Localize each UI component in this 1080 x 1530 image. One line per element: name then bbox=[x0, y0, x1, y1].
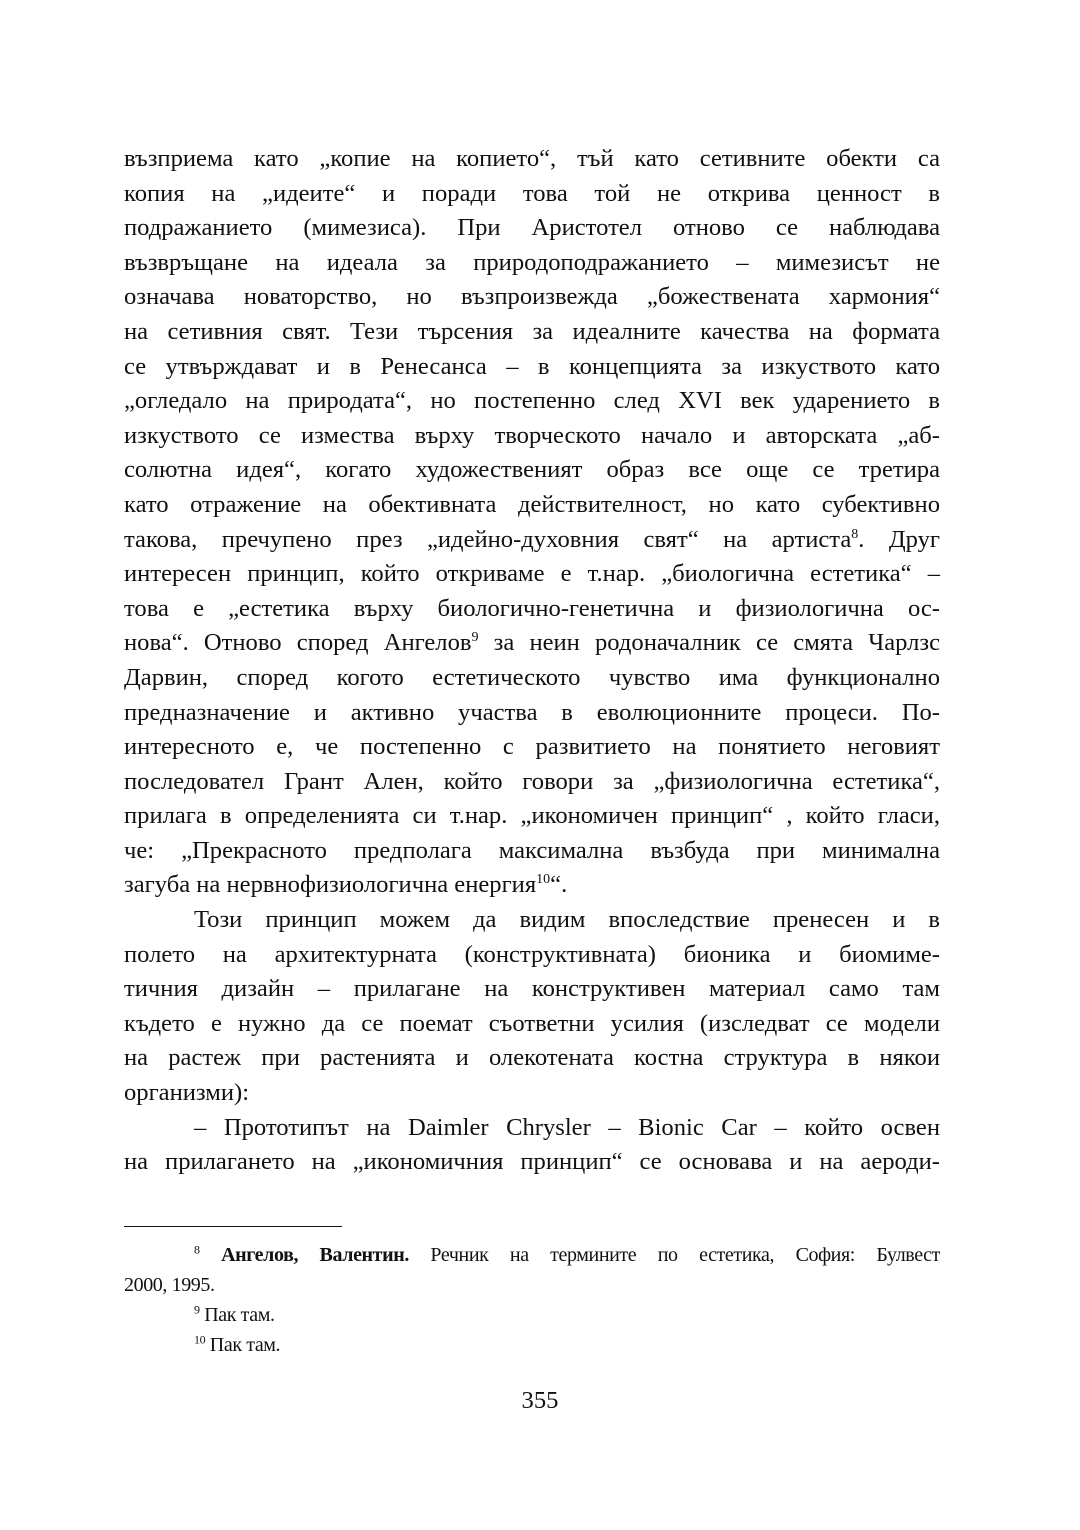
line-text: организми): bbox=[124, 1079, 250, 1107]
text-line bbox=[124, 696, 940, 731]
text-line bbox=[124, 315, 940, 350]
line-text: солютна идея“, когато художественият образ все още се третира bbox=[124, 456, 940, 484]
text-line bbox=[124, 384, 940, 419]
footnote-10 bbox=[124, 1330, 940, 1360]
text-line bbox=[124, 350, 940, 385]
line-text: Този принцип можем да видим впоследствие пренесен и в bbox=[194, 906, 940, 934]
footnote-8 bbox=[124, 1240, 940, 1270]
line-text: възвръщане на идеала за природоподражанието – мимезисът не bbox=[124, 248, 940, 276]
text-line bbox=[124, 211, 940, 246]
footnote-reference: 10 bbox=[536, 872, 551, 888]
line-text-continued: . Друг bbox=[858, 525, 940, 553]
line-text-continued: “. bbox=[550, 871, 568, 899]
line-text: възприема като „копие на копието“, тъй като сетивните обекти са bbox=[124, 145, 940, 172]
line-text: Дарвин, според когото естетическото чувство има функционално bbox=[124, 663, 940, 691]
line-text: прилага в определенията си т.нар. „икономичен принцип“ , който гласи, bbox=[124, 802, 940, 830]
text-line bbox=[124, 765, 940, 800]
footnote-reference: 9 bbox=[471, 630, 479, 646]
footnote-marker: 10 bbox=[194, 1332, 206, 1347]
footnote-text: Речник на термините по естетика, София: Булвест bbox=[408, 1244, 940, 1266]
line-text: на прилагането на „икономичния принцип“ се основава и на аероди- bbox=[124, 1148, 940, 1176]
line-text-continued: за неин родоначалник се смята Чарлзс bbox=[478, 629, 940, 657]
text-line bbox=[124, 246, 940, 281]
text-line bbox=[124, 626, 940, 661]
text-line bbox=[124, 280, 940, 315]
text-line bbox=[124, 868, 940, 903]
line-text: изкуството се измества върху творческото начало и авторската „аб- bbox=[124, 421, 940, 449]
text-line bbox=[124, 972, 940, 1007]
line-text: на сетивния свят. Тези търсения за идеалните качества на формата bbox=[124, 317, 940, 345]
text-line bbox=[124, 592, 940, 627]
text-line bbox=[124, 453, 940, 488]
text-line bbox=[124, 142, 940, 177]
line-text: това е „естетика върху биологично-генетична и физиологична ос- bbox=[124, 594, 940, 622]
footnote-marker: 9 bbox=[194, 1302, 200, 1317]
line-text: интересен принцип, който откриваме е т.нар. „биологична естетика“ – bbox=[124, 560, 940, 588]
line-text: подражанието (мимезиса). При Аристотел отново се наблюдава bbox=[124, 214, 940, 242]
line-text: тичния дизайн – прилагане на конструктивен материал само там bbox=[124, 975, 940, 1003]
line-text: такова, пречупено през „идейно-духовния свят“ на артиста bbox=[124, 525, 852, 553]
footnote-9 bbox=[124, 1300, 940, 1330]
line-text: се утвърждават и в Ренесанса – в концепцията за изкуството като bbox=[124, 352, 940, 380]
line-text: че: „Прекрасното предполага максимална възбуда при минимална bbox=[124, 836, 940, 864]
footnote-reference: 8 bbox=[851, 526, 859, 542]
line-text: – Прототипът на Daimler Chrysler – Bionic Car – който освен bbox=[194, 1113, 940, 1141]
footnote-author: Ангелов, Валентин. bbox=[221, 1244, 409, 1266]
text-line bbox=[124, 938, 940, 973]
text-line bbox=[124, 488, 940, 523]
text-line bbox=[124, 177, 940, 212]
line-text: „огледало на природата“, но постепенно след XVI век ударението в bbox=[124, 387, 940, 415]
line-text: загуба на нервнофизиологична енергия bbox=[124, 871, 537, 899]
text-line bbox=[124, 661, 940, 696]
footnote-text: Пак там. bbox=[199, 1304, 275, 1326]
footnote-separator bbox=[124, 1226, 342, 1227]
text-line bbox=[124, 834, 940, 869]
text-line bbox=[124, 1076, 940, 1111]
text-line bbox=[124, 1041, 940, 1076]
line-text: последовател Грант Ален, който говори за „физиологична естетика“, bbox=[124, 767, 940, 795]
text-line bbox=[124, 1007, 940, 1042]
body-text bbox=[124, 142, 940, 1180]
line-text: означава новаторство, но възпроизвежда „божествената хармония“ bbox=[124, 283, 940, 311]
page-number: 355 bbox=[521, 1387, 559, 1414]
text-line bbox=[124, 799, 940, 834]
footnote-8-continuation: 2000, 1995. bbox=[124, 1274, 215, 1296]
line-text: на растеж при растенията и олекотената костна структура в някои bbox=[124, 1044, 940, 1072]
footnotes bbox=[124, 1240, 940, 1360]
line-text: нова“. Отново според Ангелов bbox=[124, 629, 472, 657]
text-line bbox=[124, 1145, 940, 1180]
line-text: полето на архитектурната (конструктивната) бионика и биомиме- bbox=[124, 940, 940, 968]
text-line bbox=[124, 730, 940, 765]
text-line bbox=[124, 903, 940, 938]
line-text: интересното е, че постепенно с развитието на понятието неговият bbox=[124, 733, 940, 761]
text-line bbox=[124, 419, 940, 454]
line-text: предназначение и активно участва в еволюционните процеси. По- bbox=[124, 698, 940, 726]
line-text: като отражение на обективната действителност, но като субективно bbox=[124, 490, 940, 518]
line-text: където е нужно да се поемат съответни усилия (изследват се модели bbox=[124, 1009, 940, 1037]
line-text: копия на „идеите“ и поради това той не открива ценност в bbox=[124, 179, 940, 207]
footnote-text: Пак там. bbox=[205, 1334, 281, 1356]
footnote-marker: 8 bbox=[194, 1242, 200, 1257]
text-line bbox=[124, 1111, 940, 1146]
text-line bbox=[124, 523, 940, 558]
text-line bbox=[124, 557, 940, 592]
